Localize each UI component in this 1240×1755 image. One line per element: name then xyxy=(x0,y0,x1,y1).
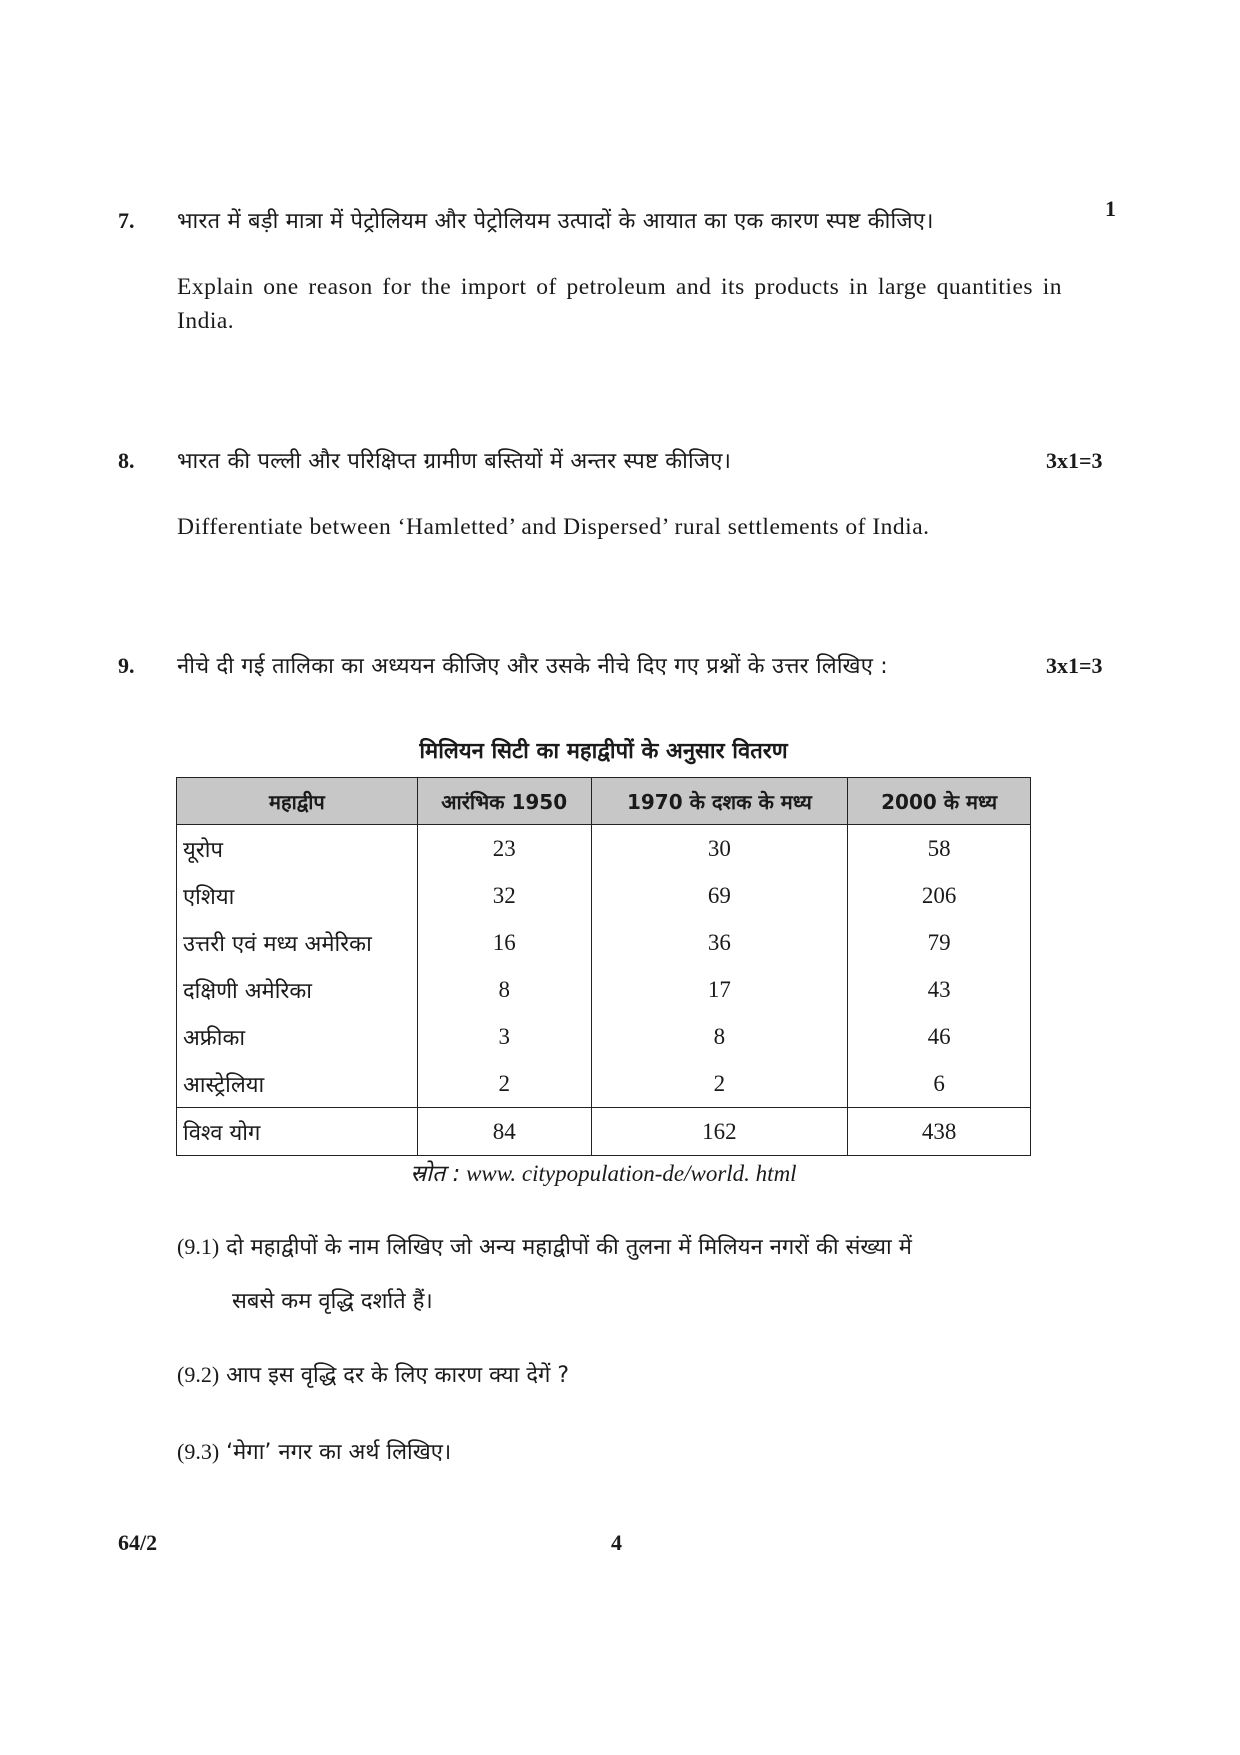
value-cell: 43 xyxy=(848,966,1031,1013)
value-cell: 23 xyxy=(417,825,591,873)
subquestion-text: आप इस वृद्धि दर के लिए कारण क्या देगें ? xyxy=(226,1363,570,1388)
value-cell: 58 xyxy=(848,825,1031,873)
continent-cell: दक्षिणी अमेरिका xyxy=(177,966,418,1013)
table-header-row xyxy=(177,778,1031,825)
subquestion-9-3 xyxy=(177,1425,1057,1480)
table-source xyxy=(176,1156,1031,1188)
value-cell: 30 xyxy=(591,825,848,873)
value-cell: 46 xyxy=(848,1013,1031,1060)
continent-cell: यूरोप xyxy=(177,825,418,873)
source-url: www. citypopulation-de/world. html xyxy=(466,1161,797,1186)
value-cell: 17 xyxy=(591,966,848,1013)
table-total-row xyxy=(177,1108,1031,1156)
value-cell: 8 xyxy=(417,966,591,1013)
value-cell: 69 xyxy=(591,872,848,919)
value-cell: 36 xyxy=(591,919,848,966)
subquestion-number: (9.1) xyxy=(177,1234,220,1259)
value-cell: 8 xyxy=(591,1013,848,1060)
table-row xyxy=(177,1013,1031,1060)
subquestion-number: (9.3) xyxy=(177,1439,220,1464)
subquestion-text-continued: सबसे कम वृद्धि दर्शाते हैं। xyxy=(232,1289,433,1314)
continent-cell: अफ्रीका xyxy=(177,1013,418,1060)
value-cell: 2 xyxy=(591,1060,848,1108)
value-cell: 79 xyxy=(848,919,1031,966)
subquestion-text: ‘मेगा’ नगर का अर्थ लिखिए। xyxy=(226,1440,452,1465)
q9-hindi-text: नीचे दी गई तालिका का अध्ययन कीजिए और उसके नीचे दिए गए प्रश्नों के उत्तर लिखिए : xyxy=(177,654,888,679)
subquestion-9-1 xyxy=(177,1220,1057,1329)
q9-marks: 3x1=3 xyxy=(1046,653,1103,678)
q8-hindi-text: भारत की पल्ली और परिक्षिप्त ग्रामीण बस्तियों में अन्तर स्पष्ट कीजिए। xyxy=(177,449,732,474)
q7-number: 7. xyxy=(118,208,135,233)
paper-code: 64/2 xyxy=(118,1530,158,1555)
value-cell: 2 xyxy=(417,1060,591,1108)
column-header: 2000 के मध्य xyxy=(848,778,1031,825)
total-value-cell: 438 xyxy=(848,1108,1031,1156)
table-row xyxy=(177,825,1031,873)
subquestion-text: दो महाद्वीपों के नाम लिखिए जो अन्य महाद्वीपों की तुलना में मिलियन नगरों की संख्या में xyxy=(226,1235,912,1260)
q9-number: 9. xyxy=(118,653,135,678)
total-value-cell: 84 xyxy=(417,1108,591,1156)
subquestion-number: (9.2) xyxy=(177,1362,220,1387)
table-row xyxy=(177,966,1031,1013)
value-cell: 3 xyxy=(417,1013,591,1060)
q8-marks: 3x1=3 xyxy=(1046,448,1103,473)
column-header: आरंभिक 1950 xyxy=(417,778,591,825)
table-row xyxy=(177,872,1031,919)
table-title: मिलियन सिटी का महाद्वीपों के अनुसार वितरण xyxy=(419,739,788,764)
q8-number: 8. xyxy=(118,448,135,473)
value-cell: 16 xyxy=(417,919,591,966)
page-number: 4 xyxy=(611,1530,622,1555)
source-label: स्रोत : xyxy=(410,1161,461,1187)
total-value-cell: 162 xyxy=(591,1108,848,1156)
column-header: महाद्वीप xyxy=(177,778,418,825)
continent-cell: उत्तरी एवं मध्य अमेरिका xyxy=(177,919,418,966)
q7-hindi-text: भारत में बड़ी मात्रा में पेट्रोलियम और पेट्रोलियम उत्पादों के आयात का एक कारण स्पष्ट कीजिए। xyxy=(177,209,934,234)
continent-cell: आस्ट्रेलिया xyxy=(177,1060,418,1108)
value-cell: 32 xyxy=(417,872,591,919)
q7-english-text: Explain one reason for the import of petroleum and its products in large quantities in India. xyxy=(177,274,1062,334)
continent-cell: एशिया xyxy=(177,872,418,919)
million-city-table xyxy=(176,777,1031,1156)
value-cell: 206 xyxy=(848,872,1031,919)
table-row xyxy=(177,1060,1031,1108)
column-header: 1970 के दशक के मध्य xyxy=(591,778,848,825)
value-cell: 6 xyxy=(848,1060,1031,1108)
total-label-cell: विश्व योग xyxy=(177,1108,418,1156)
table-row xyxy=(177,919,1031,966)
q7-marks: 1 xyxy=(1105,196,1116,221)
q8-english-text: Differentiate between ‘Hamletted’ and Dispersed’ rural settlements of India. xyxy=(177,514,930,540)
subquestion-9-2 xyxy=(177,1348,1057,1403)
